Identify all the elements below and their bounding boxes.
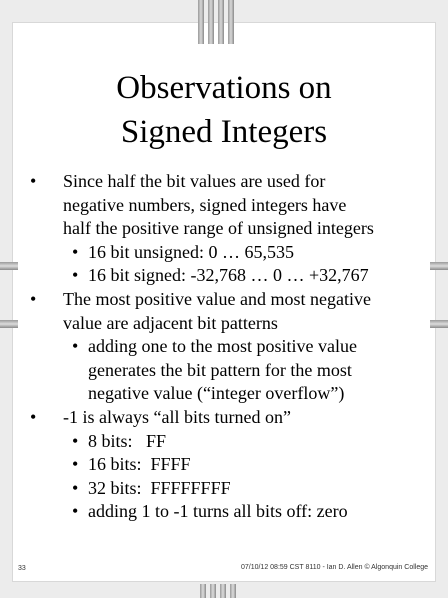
decorative-top-bars	[198, 0, 238, 44]
bullet-text: value are adjacent bit patterns	[63, 312, 278, 333]
bullet-dot-icon: •	[30, 406, 37, 427]
bullet-text: generates the bit pattern for the most	[88, 359, 352, 380]
bullet-text: Since half the bit values are used for	[63, 171, 326, 191]
bullet-item	[30, 406, 430, 430]
sub-bullet-item	[30, 264, 430, 288]
bullet-dot-icon: •	[30, 288, 37, 309]
bullet-text: 16 bit signed: -32,768 … 0 … +32,767	[88, 265, 369, 286]
sub-bullet-item	[30, 241, 430, 265]
sub-bullet-item	[30, 453, 430, 477]
slide-title	[0, 66, 448, 154]
bullet-text: negative value (“integer overflow”)	[88, 383, 345, 404]
decorative-bottom-bar	[200, 584, 206, 598]
bullet-text: adding one to the most positive value	[88, 336, 357, 357]
bullet-dot-icon: •	[30, 171, 37, 191]
bullet-text: half the positive range of unsigned integers	[63, 218, 374, 239]
bullet-text: 16 bits: FFFF	[88, 454, 191, 475]
decorative-bottom-bar	[220, 584, 226, 598]
sub-bullet-item	[30, 359, 430, 383]
decorative-right-bar	[430, 262, 448, 270]
bullet-item	[30, 170, 430, 194]
sub-bullet-item	[30, 430, 430, 454]
bullet-dot-icon: •	[72, 477, 79, 498]
bullet-text: negative numbers, signed integers have	[63, 194, 347, 215]
bullet-text: adding 1 to -1 turns all bits off: zero	[88, 501, 348, 522]
decorative-left-bar	[0, 262, 18, 270]
bullet-text: The most positive value and most negative	[63, 288, 371, 309]
title-line-1: Observations on	[116, 70, 332, 106]
decorative-left-bar	[0, 320, 18, 328]
bullet-item	[30, 312, 430, 336]
bullet-text: -1 is always “all bits turned on”	[63, 406, 291, 427]
page-number: 33	[18, 565, 26, 572]
decorative-right-bar	[430, 320, 448, 328]
bullet-dot-icon: •	[72, 430, 79, 451]
bullet-dot-icon: •	[72, 265, 79, 286]
title-line-2: Signed Integers	[120, 114, 328, 150]
slide-footer: 07/10/12 08:59 CST 8110 - Ian D. Allen © Algonquin College	[240, 564, 428, 571]
bullet-text: 32 bits: FFFFFFFF	[88, 477, 231, 498]
bullet-text: 8 bits: FF	[88, 430, 167, 451]
bullet-dot-icon: •	[72, 336, 79, 357]
bullet-dot-icon: •	[72, 501, 79, 522]
sub-bullet-item	[30, 500, 430, 524]
bullet-dot-icon: •	[72, 454, 79, 475]
slide-body	[30, 170, 430, 524]
bullet-item	[30, 194, 430, 218]
sub-bullet-item	[30, 382, 430, 406]
bullet-item	[30, 217, 430, 241]
sub-bullet-item	[30, 335, 430, 359]
bullet-dot-icon: •	[72, 241, 79, 262]
decorative-bottom-bar	[210, 584, 216, 598]
decorative-bottom-bar	[230, 584, 236, 598]
bullet-text: 16 bit unsigned: 0 … 65,535	[88, 241, 294, 262]
bullet-item	[30, 288, 430, 312]
sub-bullet-item	[30, 477, 430, 501]
